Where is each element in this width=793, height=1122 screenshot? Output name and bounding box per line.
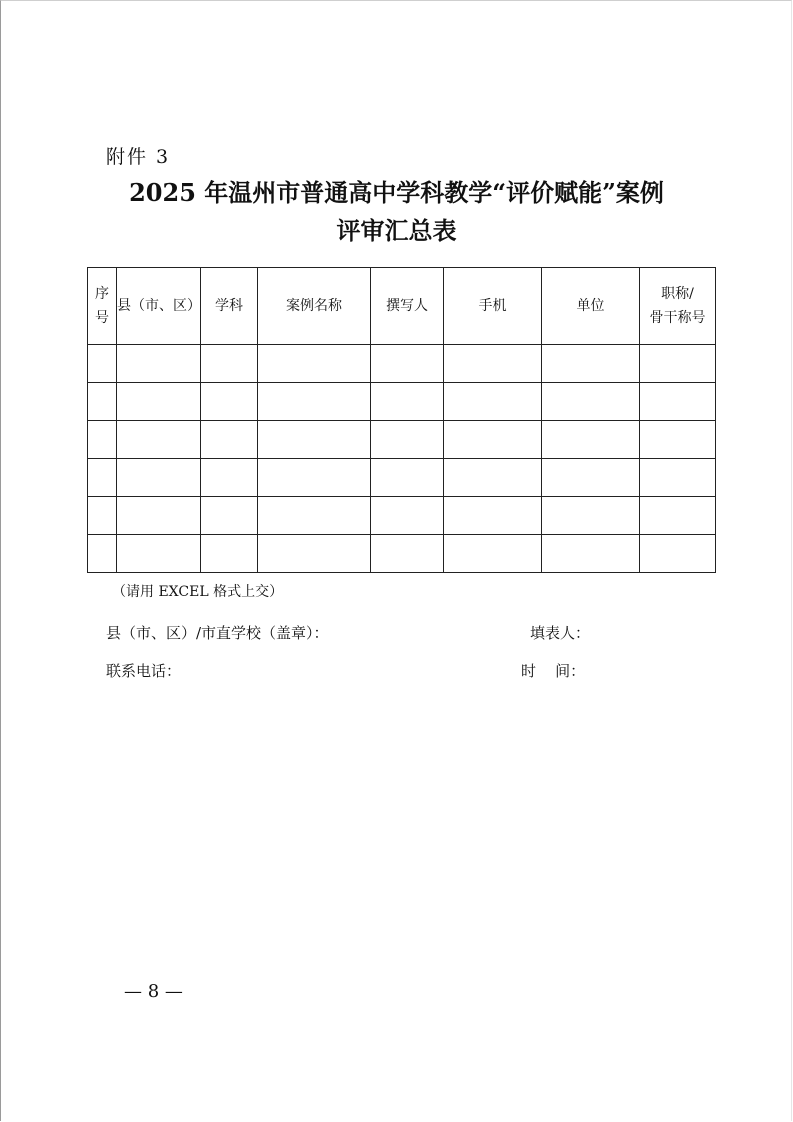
table-cell[interactable] [258,459,371,497]
table-cell[interactable] [117,497,201,535]
table-cell[interactable] [542,497,640,535]
document-title-line-2: 评审汇总表 [336,216,457,245]
table-row [88,535,716,573]
contact-phone-label: 联系电话： [106,662,182,680]
table-cell[interactable] [640,459,716,497]
table-row [88,383,716,421]
time-label: 时 间： [521,662,586,680]
header-text: 县（市、区） [117,298,201,314]
table-cell[interactable] [444,383,542,421]
table-header-cell [444,268,542,345]
table-cell[interactable] [88,497,117,535]
table-cell[interactable] [201,383,258,421]
table-cell[interactable] [258,421,371,459]
table-header-row [88,268,716,345]
header-text: 学科 [215,298,243,314]
table-header-cell [117,268,201,345]
table-cell[interactable] [371,459,444,497]
header-text: 手机 [478,298,507,314]
table-cell[interactable] [640,497,716,535]
table-cell[interactable] [542,383,640,421]
table-header-cell [542,268,640,345]
table-cell[interactable] [640,535,716,573]
table-cell[interactable] [201,421,258,459]
header-text: 单位 [576,298,605,314]
table-cell[interactable] [371,497,444,535]
table-cell[interactable] [542,459,640,497]
table-cell[interactable] [640,345,716,383]
table-cell[interactable] [542,421,640,459]
table-row [88,497,716,535]
table-row [88,345,716,383]
table-cell[interactable] [444,345,542,383]
table-cell[interactable] [201,497,258,535]
table-body [88,345,716,573]
header-text: 撰写人 [386,298,428,314]
table-cell[interactable] [371,383,444,421]
table-cell[interactable] [640,383,716,421]
summary-table [87,267,716,573]
filler-label: 填表人： [530,624,591,642]
table-cell[interactable] [201,459,258,497]
table-cell[interactable] [201,345,258,383]
header-text: 骨干称号 [649,310,706,326]
table-cell[interactable] [542,345,640,383]
table-cell[interactable] [258,345,371,383]
table-cell[interactable] [117,535,201,573]
table-cell[interactable] [444,497,542,535]
table-row [88,459,716,497]
table-cell[interactable] [117,459,201,497]
table-cell[interactable] [258,383,371,421]
county-school-label: 县（市、区）/市直学校（盖章）： [106,624,329,642]
table-header-cell [88,268,117,345]
header-text: 职称/ [661,286,694,302]
attachment-label: 附件 3 [106,146,171,168]
table-cell[interactable] [117,383,201,421]
table-cell[interactable] [640,421,716,459]
table-cell[interactable] [88,535,117,573]
table-cell[interactable] [444,421,542,459]
page-number: — 8 — [124,981,183,1002]
table-cell[interactable] [258,535,371,573]
table-cell[interactable] [371,345,444,383]
table-cell[interactable] [371,421,444,459]
document-title-line-1: 2025 年温州市普通高中学科教学“评价赋能”案例 [129,178,664,207]
table-header-cell [258,268,371,345]
table-row [88,421,716,459]
table-cell[interactable] [258,497,371,535]
table-cell[interactable] [88,421,117,459]
table-cell[interactable] [117,421,201,459]
table-cell[interactable] [444,535,542,573]
table-header-cell [640,268,716,345]
table-cell[interactable] [88,383,117,421]
header-text: 号 [95,310,109,326]
table-cell[interactable] [444,459,542,497]
table-cell[interactable] [88,459,117,497]
submission-note: （请用 EXCEL 格式上交） [112,584,284,600]
table-cell[interactable] [201,535,258,573]
table-cell[interactable] [117,345,201,383]
table-cell[interactable] [88,345,117,383]
header-text: 序 [95,286,109,302]
table-cell[interactable] [371,535,444,573]
table-header-cell [201,268,258,345]
header-text: 案例名称 [286,298,342,314]
table-cell[interactable] [542,535,640,573]
table-header-cell [371,268,444,345]
